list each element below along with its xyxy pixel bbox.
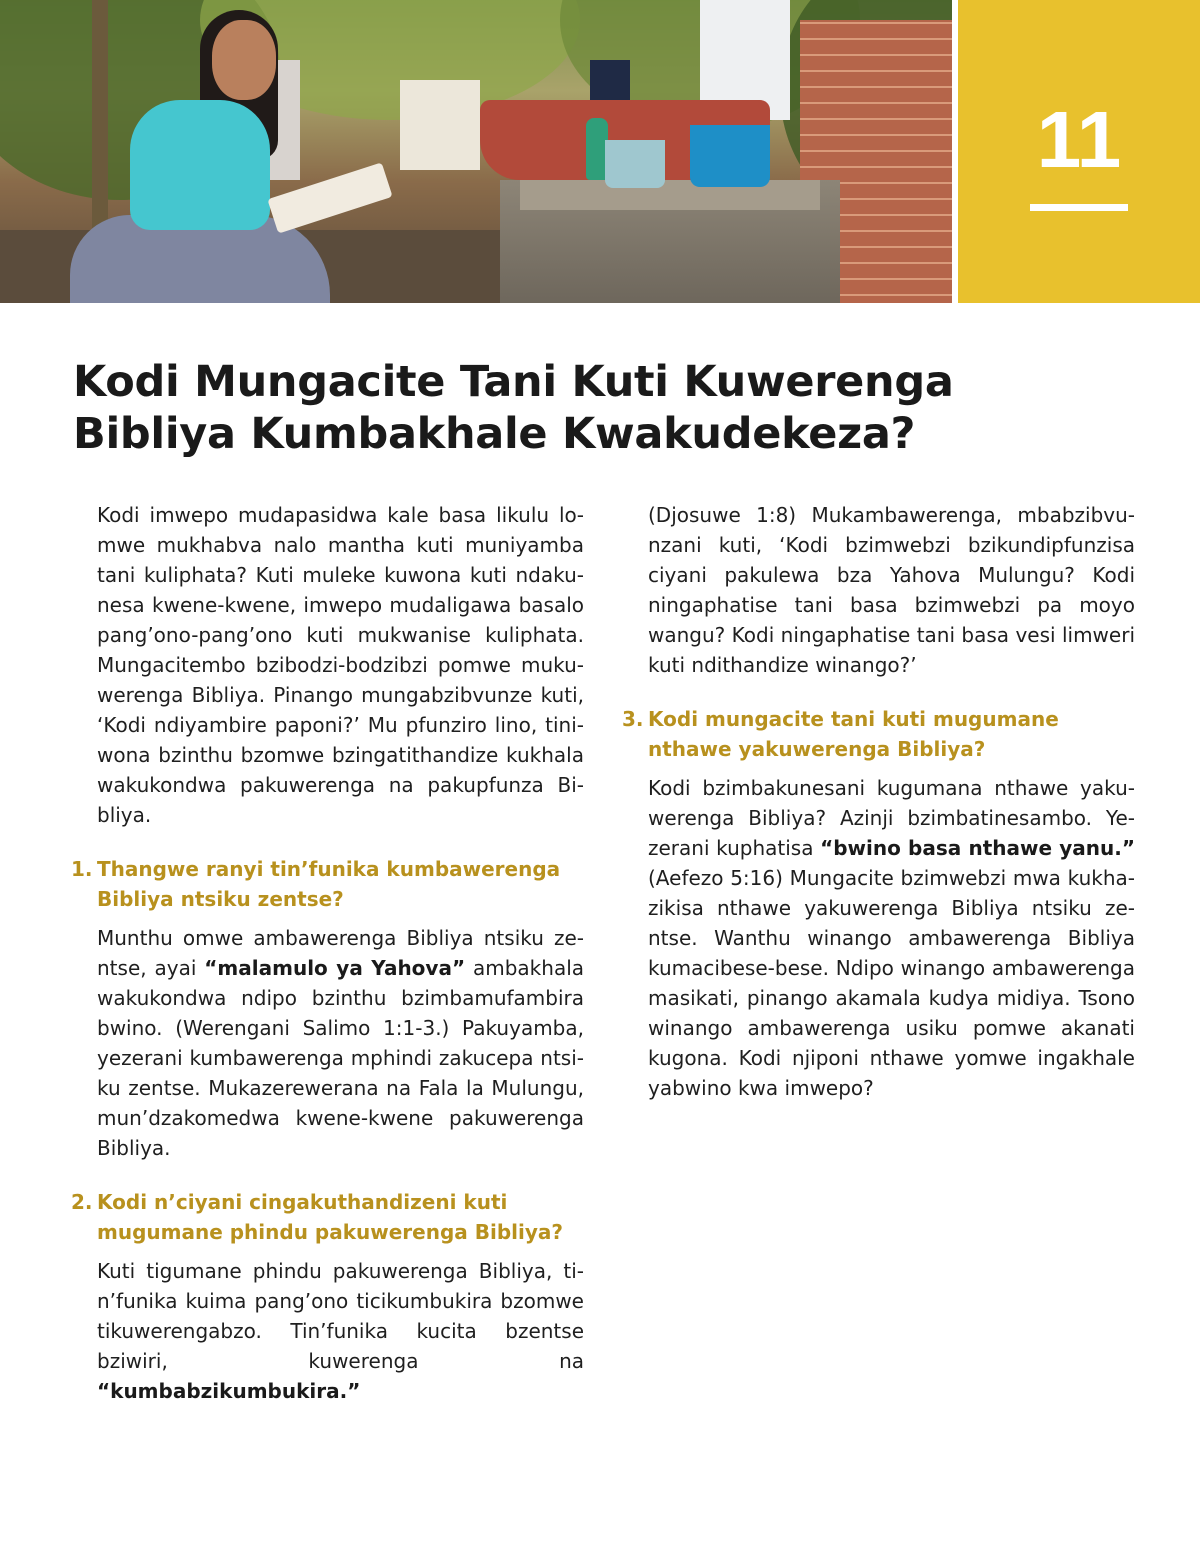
intro-paragraph: Kodi imwepo mudapasidwa kale basa likulu lomwe mukhabva nalo mantha kuti muniyamba tani kuliphata? Kuti muleke kuwona kuti ndakunesa kwene-kwene, imwepo mudaligawa basalo pang’ono-pang’ono kuti mukwanise kuliphata. Mungacitembo bzibodzi-bodzibzi pomwe mukuwerenga Bibliya. Pinango mungabzibvunze kuti, ‘Kodi ndiyambire paponi?’ Mu pfunziro lino, tiniwona bzinthu bzomwe bzingatithandize kukhala wakukondwa pakuwerenga na pakupfunza Bibliya. [97,503,584,827]
section-3-question: Kodi mungacite tani kuti mugumane nthawe yakuwerenga Bibliya? [648,707,1059,761]
section-3-text-cont: (Aefezo 5:16) Mungacite bzimwebzi mwa kukhazikisa nthawe yakuwerenga Bibliya ntsiku zentse. Wanthu winango ambawerenga Bibliya kumacibese-bese. Ndipo winango ambawerenga masikati, pinango akamala kudya midiya. Tsono winango ambawerenga usiku pomwe akanati kugona. Kodi njiponi nthawe yomwe ingakhale yabwino kwa imwepo? [648,866,1135,1100]
chapter-rule [1030,204,1128,211]
person-shirt [130,100,270,230]
section-2-number: 2. [71,1190,93,1214]
section-1-text-cont: ambakhala wakukondwa ndipo bzinthu bzimbamufambira bwino. (Werengani Salimo 1:1-3.) Pakuyamba, yezerani kumbawerenga mphindi zakucepa ntsiku zentse. Mukazerewerana na Fala la Mulungu, mun’dzakomedwa kwene-kwene pakuwerenga Bibliya. [97,956,585,1160]
section-1-heading [71,854,584,914]
section-3-emphasis: “bwino basa nthawe yanu.” [820,836,1135,860]
section-2-body [97,1256,584,1406]
stone-basin-top [520,180,820,210]
left-column [71,500,585,1406]
section-1-body [97,923,584,1163]
section-1-number: 1. [71,857,93,881]
right-column [622,500,1135,1103]
hanging-cloth [400,80,480,170]
section-2-emphasis: “kumbabzikumbukira.” [97,1379,361,1403]
chapter-tab [958,0,1200,303]
section-2-heading [71,1187,584,1247]
bucket [690,125,770,187]
section-1-text: Munthu omwe ambawerenga Bibliya ntsiku zentse, ayai [97,926,584,980]
section-3-text: Kodi bzimbakunesani kugumana nthawe yakuwerenga Bibliya? Azinji bzimbatinesambo. Yezerani kuphatisa [648,776,1135,860]
person-head [212,20,276,100]
header-photo [0,0,952,303]
title-line-1: Kodi Mungacite Tani Kuti Kuwerenga [73,357,954,407]
page-title [73,356,1073,460]
bucket [605,140,665,188]
section-2-question: Kodi n’ciyani cingakuthandizeni kuti mugumane phindu pakuwerenga Bibliya? [97,1190,563,1244]
section-1-emphasis: “malamulo ya Yahova” [204,956,466,980]
title-line-2: Bibliya Kumbakhale Kwakudekeza? [73,409,916,459]
section-3-number: 3. [622,707,644,731]
section-3-body [648,773,1135,1103]
section-1-question: Thangwe ranyi tin’funika kumbawerenga Bibliya ntsiku zentse? [97,857,561,911]
chapter-number: 11 [1036,95,1122,184]
section-2-text: Kuti tigumane phindu pakuwerenga Bibliya, tin’funika kuima pang’ono ticikumbukira bzomwe tikuwerengabzo. Tin’funika kucita bzentse bziwiri, kuwerenga na [97,1259,584,1373]
section-2-body-continued: (Djosuwe 1:8) Mukambawerenga, mbabzibvunzani kuti, ‘Kodi bzimwebzi bzikundipfunzisa ciyani pakulewa bza Yahova Mulungu? Kodi ningaphatise tani basa bzimwebzi pa moyo wangu? Kodi ningaphatise tani basa vesi limweri kuti ndithandize winango?’ [648,503,1135,677]
section-3-heading [622,704,1135,764]
